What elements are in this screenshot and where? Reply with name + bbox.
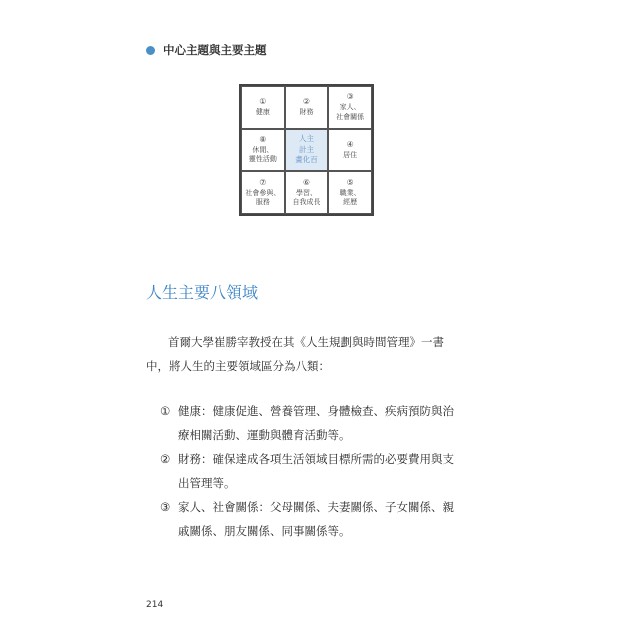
cell-number: ① [259, 97, 267, 107]
cell-number: ③ [346, 92, 354, 102]
item-marker: ① [160, 404, 171, 418]
cell-number: ⑧ [259, 135, 267, 145]
cell-label: 財務 [299, 108, 314, 116]
grid-cell-center [285, 129, 329, 172]
grid-cell-finance [285, 86, 329, 129]
item-text: 健康：健康促進、營養管理、身體檢查、疾病預防與治療相關活動、運動與體育活動等。 [178, 404, 454, 442]
grid-cell-social [241, 171, 285, 214]
cell-number: ④ [346, 139, 354, 149]
mandala-grid [239, 84, 374, 216]
item-text: 財務：確保達成各項生活領域目標所需的必要費用與支出管理等。 [178, 452, 454, 490]
grid-cell-learning [285, 171, 329, 214]
cell-label: 休閒、 靈性活動 [248, 145, 277, 164]
item-text: 家人、社會關係：父母關係、夫妻關係、子女關係、親戚關係、朋友關係、同事關係等。 [178, 500, 454, 538]
domain-list [146, 399, 464, 543]
intro-paragraph: 首爾大學崔勝宰教授在其《人生規劃與時間管理》一書中，將人生的主要領域區分為八類： [146, 335, 444, 373]
section-title: 中心主題與主要主題 [163, 43, 267, 57]
chapter-heading: 人生主要八領域 [146, 283, 259, 302]
grid-cell-family [328, 86, 372, 129]
grid-cell-health [241, 86, 285, 129]
cell-label: 社會參與、 服務 [245, 188, 281, 207]
item-marker: ③ [160, 500, 171, 514]
grid-cell-career [328, 171, 372, 214]
cell-number: ⑦ [259, 177, 267, 187]
cell-number: ⑥ [302, 177, 311, 187]
cell-label: 家人、 社會關係 [336, 103, 365, 121]
item-marker: ② [160, 452, 171, 466]
list-item [146, 447, 464, 495]
page-number: 214 [146, 600, 164, 610]
section-header [146, 40, 267, 60]
list-item [146, 495, 464, 543]
cell-number: ② [302, 97, 311, 107]
cell-label: 健康 [255, 108, 270, 116]
grid-cell-leisure [241, 129, 285, 172]
bullet-dot-icon [146, 46, 155, 55]
list-item [146, 399, 464, 447]
center-handwriting: 人主 計主 畫化百 [295, 133, 318, 165]
cell-label: 居住 [343, 150, 358, 159]
cell-number: ⑤ [346, 177, 354, 187]
cell-label: 學習、 自我成長 [292, 188, 321, 207]
grid-cell-housing [328, 129, 372, 172]
cell-label: 職業、 經歷 [339, 188, 361, 207]
